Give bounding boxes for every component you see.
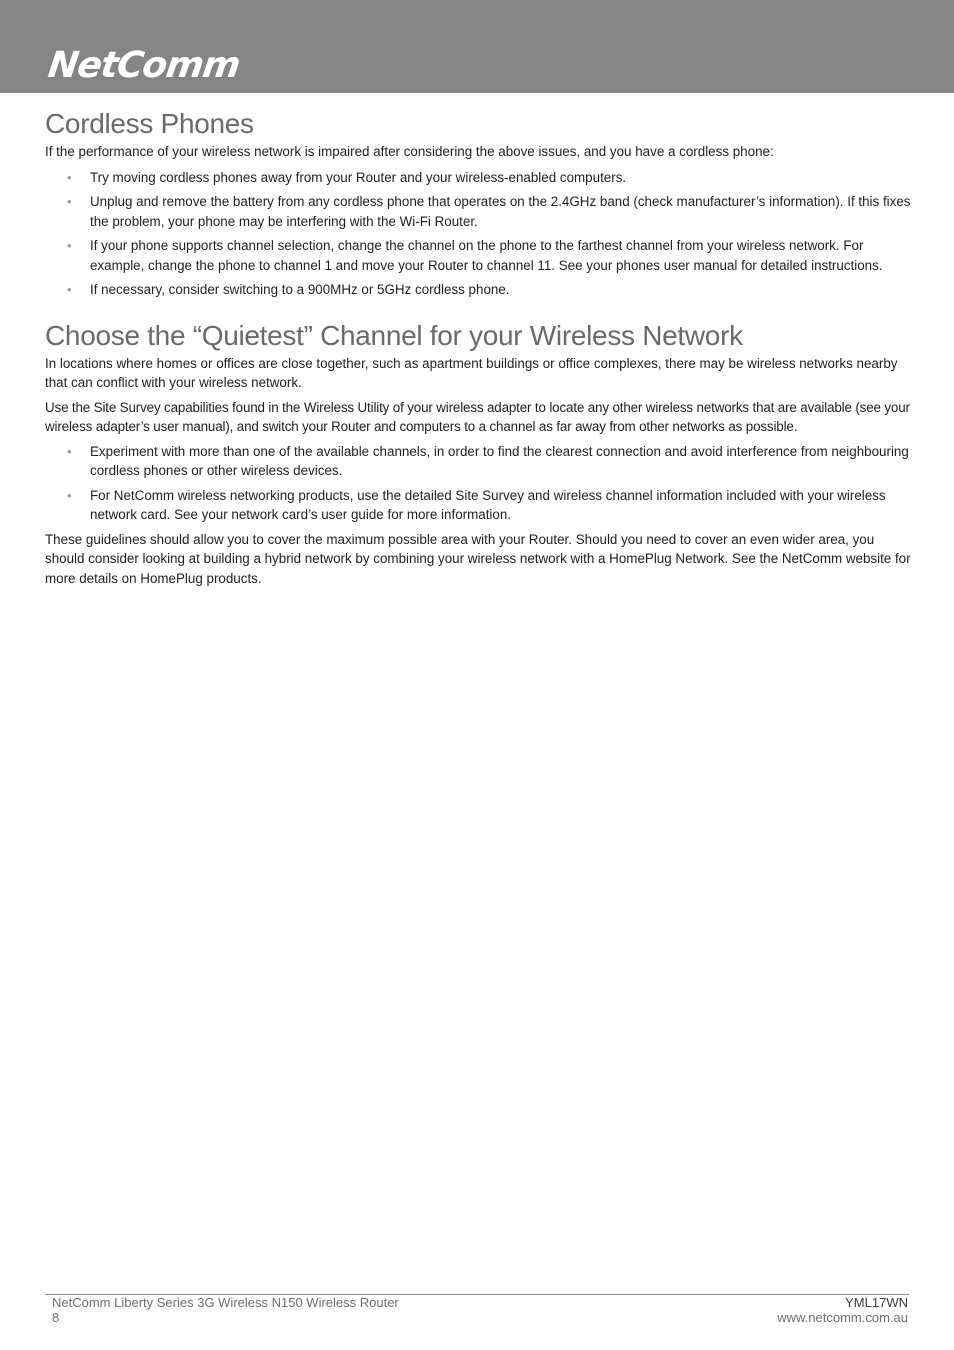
footer-page-number: 8	[52, 1310, 60, 1325]
section-paragraph: In locations where homes or offices are close together, such as apartment buildings or office complexes, there may be wireless networks nearby that can conflict with your wireless network.	[45, 355, 898, 390]
bullet-list	[45, 168, 913, 300]
section-title: Cordless Phones	[45, 108, 254, 139]
bullet-icon: •	[67, 487, 72, 503]
list-item	[45, 280, 913, 300]
bullet-icon: •	[67, 282, 72, 297]
footer-left	[52, 1295, 399, 1325]
bullet-icon: •	[67, 238, 72, 253]
bullet-icon: •	[67, 169, 72, 185]
list-item-text: If your phone supports channel selection, change the channel on the phone to the farthest channel from your wireless network. For example, change the phone to channel 1 and move your Router to channel 11. See your phones user manual for detailed instructions.	[90, 238, 883, 273]
list-item-text: Try moving cordless phones away from your Router and your wireless-enabled computers.	[90, 169, 627, 185]
bullet-icon: •	[67, 194, 72, 209]
bullet-icon: •	[67, 443, 72, 459]
list-item-text: For NetComm wireless networking products, use the detailed Site Survey and wireless channel information included with your wireless network card. See your network card’s user guide for more information.	[90, 487, 886, 522]
list-item-text: Experiment with more than one of the available channels, in order to find the clearest connection and avoid interference from neighbouring cordless phones or other wireless devices.	[90, 443, 909, 478]
footer-website: www.netcomm.com.au	[777, 1310, 908, 1325]
list-item	[45, 442, 913, 481]
list-item	[45, 236, 913, 275]
list-item	[45, 168, 913, 188]
page-content	[45, 106, 913, 593]
list-item-text: If necessary, consider switching to a 900MHz or 5GHz cordless phone.	[90, 282, 510, 297]
footer-product-name: NetComm Liberty Series 3G Wireless N150 Wireless Router	[52, 1295, 399, 1310]
list-item	[45, 192, 913, 231]
footer-right	[777, 1295, 908, 1325]
bullet-list	[45, 442, 913, 525]
list-item	[45, 486, 913, 525]
section-intro: If the performance of your wireless network is impaired after considering the above issues, and you have a cordless phone:	[45, 144, 774, 159]
section-closing: These guidelines should allow you to cover the maximum possible area with your Router. Should you need to cover an even wider area, you should consider looking at building a hybrid network by combining your wireless network with a HomePlug Network. See the NetComm website for more details on HomePlug products.	[45, 531, 911, 586]
section-cordless-phones	[45, 106, 913, 300]
section-paragraph: Use the Site Survey capabilities found in the Wireless Utility of your wireless adapter to locate any other wireless networks that are available (see your wireless adapter’s user manual), and switch your Router and computers to a channel as far away from other networks as possible.	[45, 399, 910, 434]
footer-model: YML17WN	[845, 1295, 908, 1310]
list-item-text: Unplug and remove the battery from any cordless phone that operates on the 2.4GHz band (check manufacturer’s information). If this fixes the problem, your phone may be interfering with the Wi-Fi Router.	[90, 194, 911, 229]
header-bar	[0, 0, 954, 93]
section-quietest-channel	[45, 318, 913, 589]
section-title: Choose the “Quietest” Channel for your Wireless Network	[45, 319, 743, 351]
netcomm-logo: NetComm	[45, 45, 243, 86]
